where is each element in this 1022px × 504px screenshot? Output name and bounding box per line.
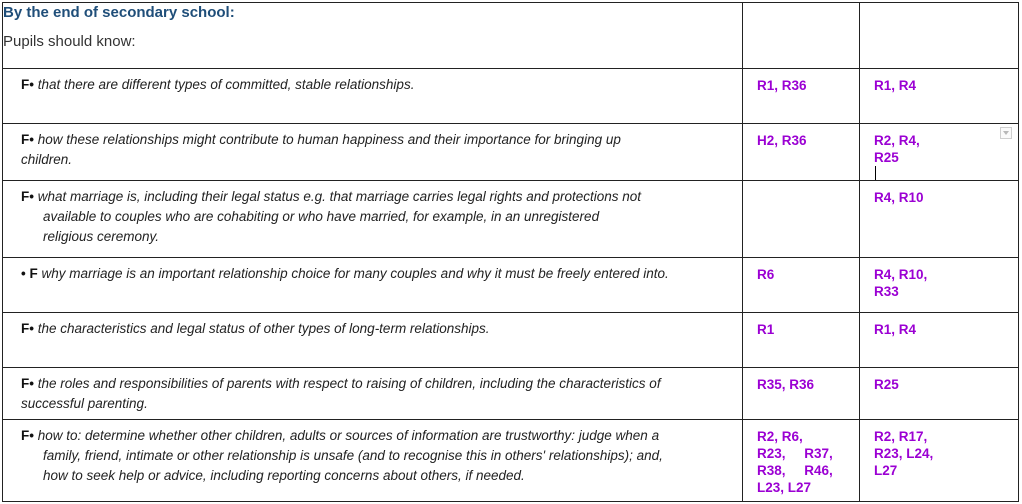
- ref-text: R2, R17,: [874, 429, 928, 444]
- header-ref-cell-1[interactable]: [743, 3, 860, 69]
- ref-cell-tertiary[interactable]: [860, 258, 1019, 313]
- statement-text: what marriage is, including their legal status e.g. that marriage carries legal rights and protections not: [37, 189, 642, 204]
- ref-cell-secondary[interactable]: [743, 313, 860, 368]
- statement-text: why marriage is an important relationship choice for many couples and why it must be freely entered into.: [41, 266, 669, 281]
- ref-cell-secondary[interactable]: [743, 181, 860, 258]
- ref-text: L23, L27: [757, 480, 812, 495]
- table-row: [3, 313, 1019, 368]
- ref-text: H2, R36: [757, 133, 807, 148]
- ref-text: R23, R37,: [757, 446, 833, 461]
- table-header-row: [3, 3, 1019, 69]
- ref-cell-secondary[interactable]: [743, 124, 860, 181]
- statement-text: the characteristics and legal status of other types of long-term relationships.: [37, 321, 490, 336]
- curriculum-table: [2, 2, 1019, 502]
- statement-text: children.: [21, 152, 73, 167]
- ref-text: R1, R36: [757, 78, 807, 93]
- statement-text: how to seek help or advice, including reporting concerns about others, if needed.: [43, 468, 525, 483]
- statement-text: the roles and responsibilities of parents with respect to raising of children, including the characteristics of: [37, 376, 661, 391]
- header-cell[interactable]: [3, 3, 743, 69]
- statement-text: how these relationships might contribute to human happiness and their importance for bringing up: [37, 132, 621, 147]
- ref-text: R4, R10,: [874, 267, 928, 282]
- ref-text: R1, R4: [874, 322, 917, 337]
- statement-text: family, friend, intimate or other relationship is unsafe (and to recognise this in others' relationships); and,: [43, 448, 663, 463]
- statement-text: successful parenting.: [21, 396, 148, 411]
- row-tag: F•: [21, 321, 34, 336]
- row-tag: • F: [21, 266, 38, 281]
- ref-cell-tertiary[interactable]: [860, 420, 1019, 502]
- row-tag: F•: [21, 77, 34, 92]
- header-ref-cell-2[interactable]: [860, 3, 1019, 69]
- statement-cell[interactable]: [3, 124, 743, 181]
- statement-cell[interactable]: [3, 420, 743, 502]
- ref-cell-tertiary[interactable]: [860, 124, 1019, 181]
- statement-text: religious ceremony.: [43, 229, 160, 244]
- statement-cell[interactable]: [3, 69, 743, 124]
- ref-cell-tertiary[interactable]: [860, 368, 1019, 420]
- ref-cell-tertiary[interactable]: [860, 69, 1019, 124]
- ref-text: R25: [874, 377, 899, 392]
- table-row: [3, 124, 1019, 181]
- ref-text: R2, R6,: [757, 429, 803, 444]
- text-cursor: [875, 166, 876, 180]
- statement-text: available to couples who are cohabiting or who have married, for example, in an unregistered: [43, 209, 600, 224]
- statement-cell[interactable]: [3, 181, 743, 258]
- row-tag: F•: [21, 428, 34, 443]
- ref-text: R2, R4,: [874, 133, 920, 148]
- statement-cell[interactable]: [3, 258, 743, 313]
- statement-cell[interactable]: [3, 313, 743, 368]
- ref-text: R1, R4: [874, 78, 917, 93]
- ref-text: R25: [874, 150, 899, 165]
- ref-text: R35, R36: [757, 377, 815, 392]
- table-row: [3, 368, 1019, 420]
- ref-cell-tertiary[interactable]: [860, 181, 1019, 258]
- ref-cell-secondary[interactable]: [743, 420, 860, 502]
- table-row: [3, 420, 1019, 502]
- ref-cell-secondary[interactable]: [743, 368, 860, 420]
- ref-text: R23, L24,: [874, 446, 934, 461]
- dropdown-arrow-icon[interactable]: [1000, 127, 1012, 139]
- ref-cell-tertiary[interactable]: [860, 313, 1019, 368]
- ref-cell-secondary[interactable]: [743, 258, 860, 313]
- ref-text: R1: [757, 322, 775, 337]
- section-title: By the end of secondary school:: [3, 4, 235, 21]
- table-row: [3, 69, 1019, 124]
- row-tag: F•: [21, 376, 34, 391]
- row-tag: F•: [21, 132, 34, 147]
- ref-text: L27: [874, 463, 898, 478]
- table-row: [3, 258, 1019, 313]
- statement-text: how to: determine whether other children, adults or sources of information are trustworthy: judge when a: [37, 428, 660, 443]
- statement-cell[interactable]: [3, 368, 743, 420]
- ref-cell-secondary[interactable]: [743, 69, 860, 124]
- ref-text: R38, R46,: [757, 463, 833, 478]
- ref-text: R4, R10: [874, 190, 924, 205]
- ref-text: R6: [757, 267, 775, 282]
- row-tag: F•: [21, 189, 34, 204]
- table-row: [3, 181, 1019, 258]
- section-subtitle: Pupils should know:: [3, 33, 136, 50]
- ref-text: R33: [874, 284, 899, 299]
- statement-text: that there are different types of committed, stable relationships.: [37, 77, 415, 92]
